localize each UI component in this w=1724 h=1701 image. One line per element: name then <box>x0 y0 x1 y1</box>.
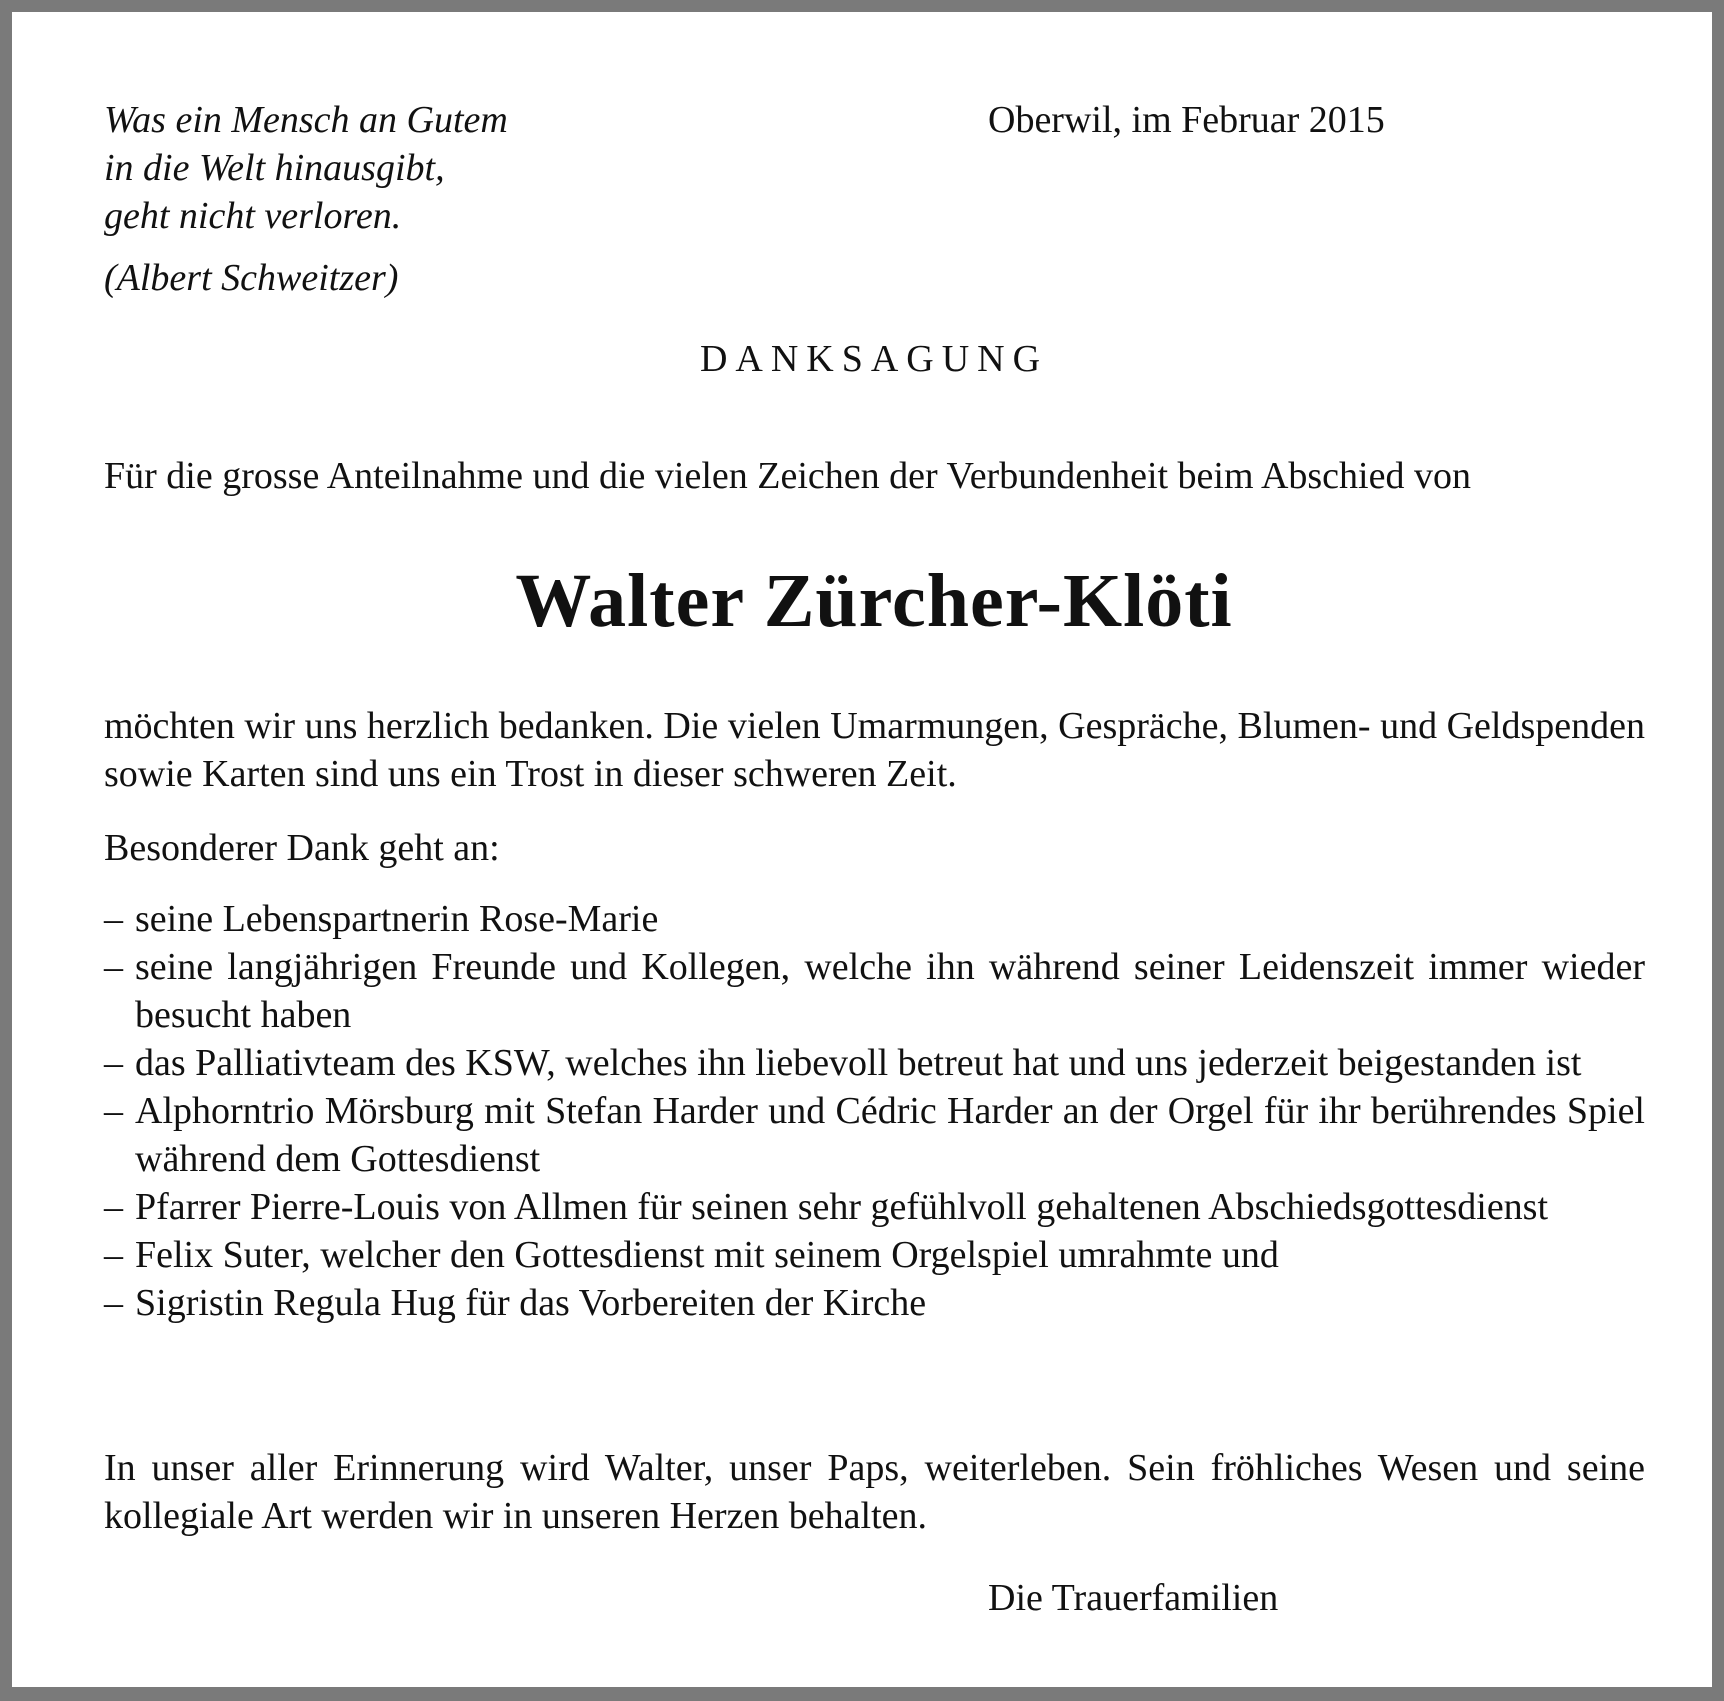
quote-author: (Albert Schweitzer) <box>104 257 399 299</box>
list-dash: – <box>104 1234 123 1276</box>
list-item <box>104 895 1645 943</box>
signature: Die Trauerfamilien <box>988 1577 1279 1619</box>
list-dash: – <box>104 1042 123 1084</box>
quote-line: Was ein Mensch an Gutem <box>104 99 508 141</box>
place-date: Oberwil, im Februar 2015 <box>988 99 1385 141</box>
list-item <box>104 1183 1645 1231</box>
quote <box>104 96 508 240</box>
list-item <box>104 1087 1645 1183</box>
list-dash: – <box>104 898 123 940</box>
intro-text: Für die grosse Anteilnahme und die vielen Zeichen der Verbundenheit beim Abschied von <box>104 455 1471 497</box>
list-item-text: seine Lebenspartnerin Rose-Marie <box>135 898 659 940</box>
special-thanks-label: Besonderer Dank geht an: <box>104 827 500 869</box>
list-dash: – <box>104 1282 123 1324</box>
quote-line: geht nicht verloren. <box>104 195 402 237</box>
thanks-paragraph: möchten wir uns herzlich bedanken. Die vielen Umarmungen, Gespräche, Blumen- und Geldspenden sowie Karten sind uns ein Trost in dieser schweren Zeit. <box>104 705 1645 795</box>
list-dash: – <box>104 1186 123 1228</box>
deceased-name: Walter Zürcher-Klöti <box>515 559 1233 643</box>
list-item <box>104 943 1645 1039</box>
quote-line: in die Welt hinausgibt, <box>104 147 445 189</box>
list-item-text: Sigristin Regula Hug für das Vorbereiten der Kirche <box>135 1282 927 1324</box>
list-dash: – <box>104 946 123 988</box>
list-dash: – <box>104 1090 123 1132</box>
list-item-text: Pfarrer Pierre-Louis von Allmen für seinen sehr gefühlvoll gehaltenen Abschiedsgottesdienst <box>135 1186 1549 1228</box>
page-title: DANKSAGUNG <box>699 338 1049 380</box>
thanks-list <box>104 895 1645 1327</box>
closing-paragraph: In unser aller Erinnerung wird Walter, unser Paps, weiterleben. Sein fröhliches Wesen und seine kollegiale Art werden wir in unseren Herzen behalten. <box>104 1447 1645 1537</box>
list-item-text: Felix Suter, welcher den Gottesdienst mit seinem Orgelspiel umrahmte und <box>135 1234 1279 1276</box>
list-item-text: Alphorntrio Mörsburg mit Stefan Harder und Cédric Harder an der Orgel für ihr berührendes Spiel während dem Gottesdienst <box>135 1090 1645 1180</box>
list-item-text: seine langjährigen Freunde und Kollegen, welche ihn während seiner Leidenszeit immer wieder besucht haben <box>135 946 1645 1036</box>
list-item <box>104 1279 1645 1327</box>
list-item <box>104 1231 1645 1279</box>
list-item <box>104 1039 1645 1087</box>
list-item-text: das Palliativteam des KSW, welches ihn liebevoll betreut hat und uns jederzeit beigestanden ist <box>135 1042 1582 1084</box>
